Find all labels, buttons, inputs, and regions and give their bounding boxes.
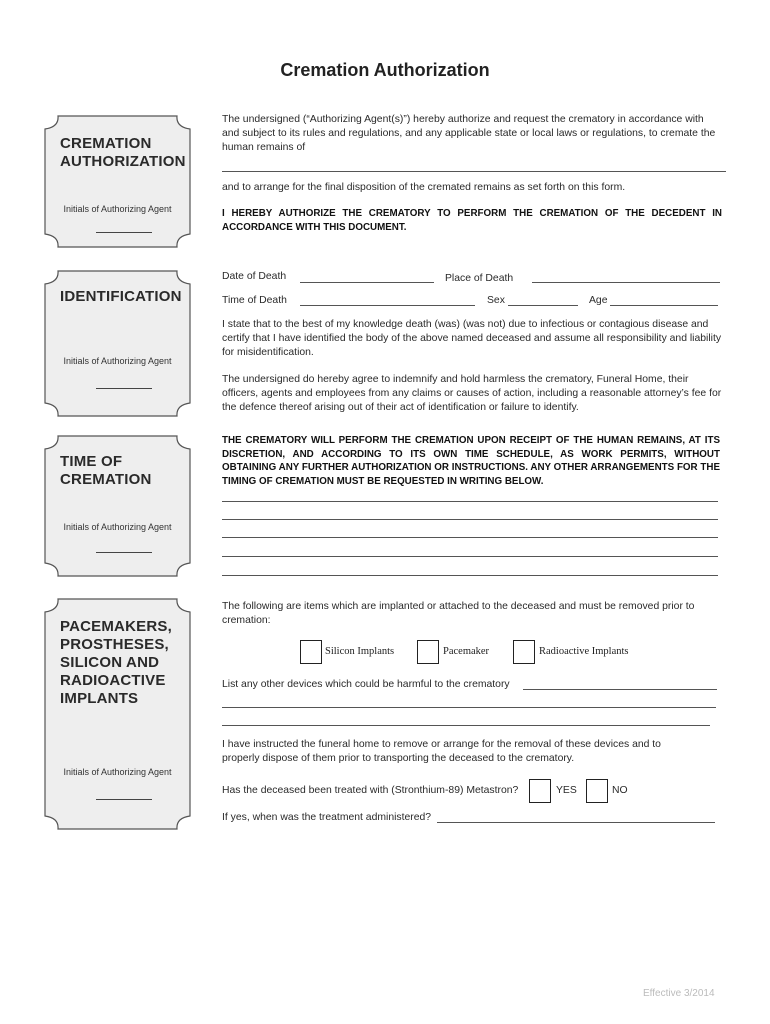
- initials-line[interactable]: [96, 799, 152, 800]
- panel-title: PACEMAKERS, PROSTHESES, SILICON AND RADIOACTIVE IMPLANTS: [60, 618, 172, 707]
- authorization-intro: The undersigned (“Authorizing Agent(s)”) hereby authorize and request the crematory in accordance with and subject to its rules and regulations, and any applicable state or local laws or regulations, to cremate the human remains of: [222, 114, 716, 153]
- metastron-no-checkbox[interactable]: [586, 779, 608, 803]
- knowledge-statement: I state that to the best of my knowledge death (was) (was not) due to infectious or contagious disease and certify that I have identified the body of the above named deceased and assume all responsibility and liability for misidentification.: [222, 319, 722, 358]
- initials-line[interactable]: [96, 232, 152, 233]
- initials-line[interactable]: [96, 552, 152, 553]
- radioactive-implants-label: Radioactive Implants: [539, 646, 629, 657]
- panel-initials-label: Initials of Authorizing Agent: [63, 767, 172, 777]
- page-title: Cremation Authorization: [280, 60, 490, 80]
- other-devices-line-3[interactable]: [222, 725, 710, 726]
- time-of-death-field[interactable]: [300, 305, 475, 306]
- time-of-death-label: Time of Death: [222, 295, 287, 306]
- place-of-death-field[interactable]: [532, 282, 720, 283]
- implants-intro: The following are items which are implanted or attached to the deceased and must be removed prior to cremation:: [222, 601, 695, 626]
- date-of-death-field[interactable]: [300, 282, 434, 283]
- instructed-statement: I have instructed the funeral home to remove or arrange for the removal of these devices and to properly dispose of them prior to transporting the deceased to the crematory.: [222, 739, 661, 764]
- panel-cremation-authorization: [44, 115, 191, 248]
- silicon-implants-checkbox[interactable]: [300, 640, 322, 664]
- treatment-when-label: If yes, when was the treatment administered?: [222, 812, 432, 823]
- other-devices-line-2[interactable]: [222, 707, 716, 708]
- radioactive-implants-checkbox[interactable]: [513, 640, 535, 664]
- pacemaker-checkbox[interactable]: [417, 640, 439, 664]
- initials-line[interactable]: [96, 388, 152, 389]
- age-label: Age: [589, 295, 608, 306]
- date-of-death-label: Date of Death: [222, 271, 287, 282]
- panel-initials-label: Initials of Authorizing Agent: [63, 356, 172, 366]
- place-of-death-label: Place of Death: [445, 273, 514, 284]
- panel-title: CREMATION AUTHORIZATION: [60, 135, 186, 170]
- silicon-implants-label: Silicon Implants: [325, 646, 395, 657]
- other-devices-label: List any other devices which could be harmful to the crematory: [222, 679, 510, 690]
- treatment-when-field[interactable]: [437, 822, 715, 823]
- time-statement: THE CREMATORY WILL PERFORM THE CREMATION UPON RECEIPT OF THE HUMAN REMAINS, AT ITS DISCRETION, AND ACCORDING TO ITS OWN TIME SCHEDULE, AS WORK PERMITS, WITHOUT OBTAINING ANY FURTHER AUTHORIZATION OR INSTRUCTIONS. ANY OTHER ARRANGEMENTS FOR THE TIMING OF CREMATION MUST BE REQUESTED IN WRITING BELOW.: [222, 435, 720, 487]
- panel-initials-label: Initials of Authorizing Agent: [63, 522, 172, 532]
- panel-implants: [44, 598, 191, 830]
- panel-time-of-cremation: [44, 435, 191, 577]
- metastron-question: Has the deceased been treated with (Stronthium-89) Metastron?: [222, 785, 519, 796]
- metastron-yes-checkbox[interactable]: [529, 779, 551, 803]
- effective-date: Effective 3/2014: [643, 988, 715, 999]
- arrangements-line-2[interactable]: [222, 519, 718, 520]
- sex-field[interactable]: [508, 305, 578, 306]
- age-field[interactable]: [610, 305, 718, 306]
- panel-initials-label: Initials of Authorizing Agent: [63, 204, 172, 214]
- panel-title: TIME OF CREMATION: [60, 453, 152, 488]
- indemnify-statement: The undersigned do hereby agree to indemnify and hold harmless the crematory, Funeral Home, their officers, agents and employees from any claims or causes of action, including a reasonable attorney’s fee for the defence thereof arising out of their act of identification or failure to identify.: [222, 374, 722, 413]
- panel-identification: [44, 270, 191, 417]
- arrangements-line-3[interactable]: [222, 537, 718, 538]
- authorization-arrange: and to arrange for the final disposition of the cremated remains as set forth on this form.: [222, 182, 626, 193]
- pacemaker-label: Pacemaker: [443, 646, 490, 657]
- arrangements-line-5[interactable]: [222, 575, 718, 576]
- arrangements-line-4[interactable]: [222, 556, 718, 557]
- metastron-yes-label: YES: [556, 785, 577, 796]
- panel-title: IDENTIFICATION: [60, 288, 182, 305]
- sex-label: Sex: [487, 295, 505, 306]
- decedent-name-line[interactable]: [222, 171, 726, 172]
- authorization-statement: I HEREBY AUTHORIZE THE CREMATORY TO PERFORM THE CREMATION OF THE DECEDENT IN ACCORDANCE WITH THIS DOCUMENT.: [222, 208, 722, 233]
- metastron-no-label: NO: [612, 785, 628, 796]
- arrangements-line-1[interactable]: [222, 501, 718, 502]
- other-devices-field[interactable]: [523, 689, 717, 690]
